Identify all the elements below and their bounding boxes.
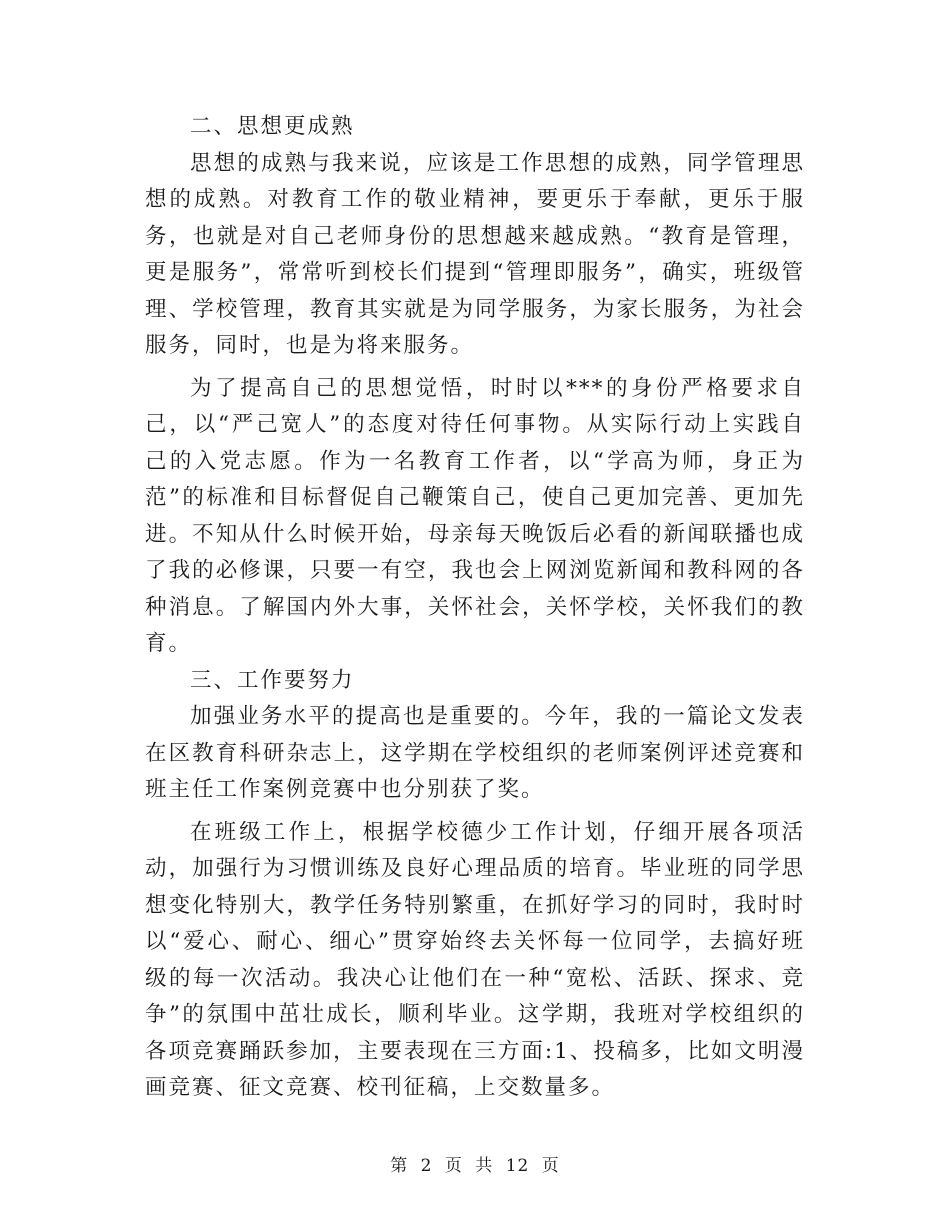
paragraph: 为了提高自己的思想觉悟，时时以***的身份严格要求自己，以“严己宽人”的态度对待任何事物。从实际行动上实践自己的入党志愿。作为一名教育工作者，以“学高为师，身正为范”的标准和目标督促自己鞭策自己，使自己更加完善、更加先进。不知从什么时候开始，母亲每天晚饭后必看的新闻联播也成了我的必修课，只要一有空，我也会上网浏览新闻和教科网的各种消息。了解国内外大事，关怀社会，关怀学校，关怀我们的教育。	[145, 375, 805, 656]
paragraph: 思想的成熟与我来说，应该是工作思想的成熟，同学管理思想的成熟。对教育工作的敬业精神，要更乐于奉献，更乐于服务，也就是对自己老师身份的思想越来越成熟。“教育是管理，更是服务”，常常听到校长们提到“管理即服务”，确实，班级管理、学校管理，教育其实就是为同学服务，为家长服务，为社会服务，同时，也是为将来服务。	[145, 150, 805, 358]
section-heading: 二、思想更成熟	[190, 114, 355, 139]
document-body	[145, 109, 805, 1107]
paragraph: 加强业务水平的提高也是重要的。今年，我的一篇论文发表在区教育科研杂志上，这学期在学校组织的老师案例评述竞赛和班主任工作案例竞赛中也分别获了奖。	[145, 704, 805, 802]
page-number-footer: 第 2 页 共 12 页	[390, 1156, 560, 1176]
section-heading: 三、工作要努力	[190, 667, 355, 693]
paragraph: 在班级工作上，根据学校德少工作计划，仔细开展各项活动，加强行为习惯训练及良好心理品质的培育。毕业班的同学思想变化特别大，教学任务特别繁重，在抓好学习的同时，我时时以“爱心、耐心、细心”贯穿始终去关怀每一位同学，去搞好班级的每一次活动。我决心让他们在一种“宽松、活跃、探求、竞争”的氛围中茁壮成长，顺利毕业。这学期，我班对学校组织的各项竞赛踊跃参加，主要表现在三方面:1、投稿多，比如文明漫画竞赛、征文竞赛、校刊征稿，上交数量多。	[145, 819, 805, 1100]
